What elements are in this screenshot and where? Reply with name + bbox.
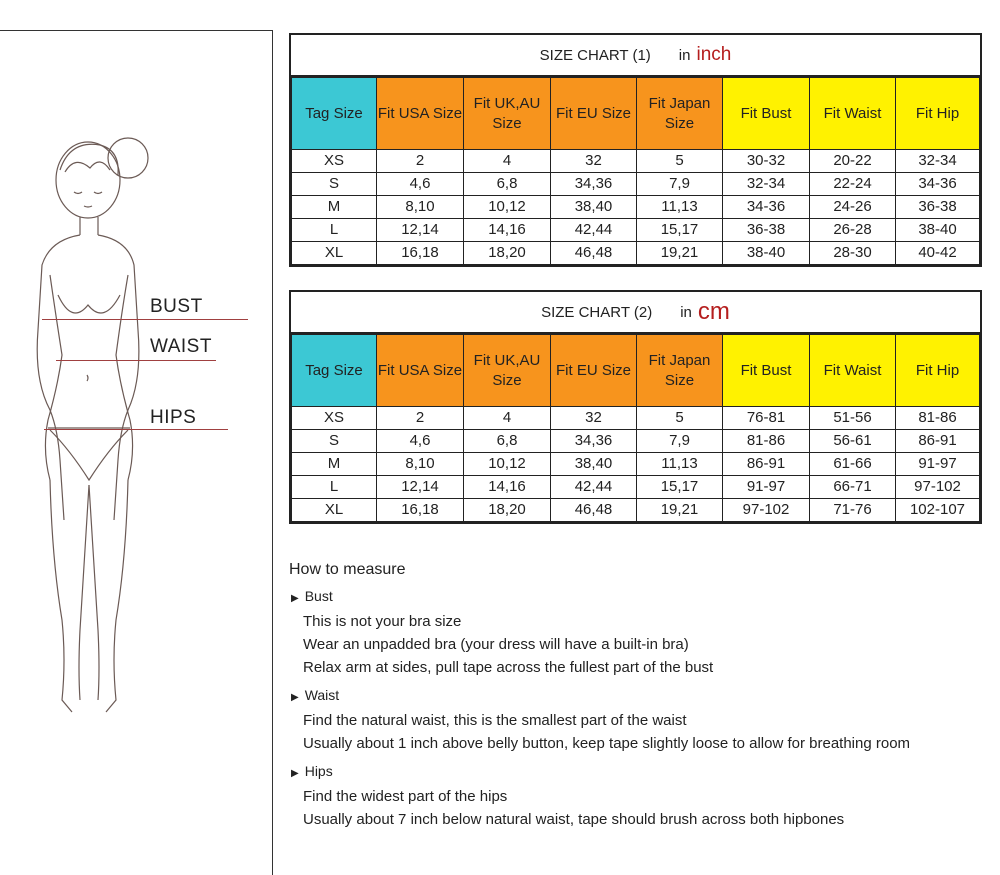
- table-row: [292, 242, 980, 265]
- table-cell: 36-38: [896, 196, 980, 219]
- header-tag-size: Tag Size: [292, 78, 377, 150]
- table-cell: 38-40: [896, 219, 980, 242]
- size-chart-cm: [289, 290, 982, 524]
- table-cell: 76-81: [723, 407, 810, 430]
- table-cell: 38,40: [551, 453, 637, 476]
- header-tag-size: Tag Size: [292, 335, 377, 407]
- measure-instruction: Usually about 1 inch above belly button, keep tape slightly loose to allow for breathing room: [303, 735, 911, 752]
- table-cell: M: [292, 196, 377, 219]
- table-cell: 32-34: [723, 173, 810, 196]
- table-cell: 2: [377, 407, 464, 430]
- table-cell: XS: [292, 407, 377, 430]
- table-cell: 18,20: [464, 499, 551, 522]
- table-cell: 32-34: [896, 150, 980, 173]
- table-row: [292, 453, 980, 476]
- table-cell: 16,18: [377, 242, 464, 265]
- measure-instruction: Relax arm at sides, pull tape across the fullest part of the bust: [303, 659, 714, 676]
- table-cell: 66-71: [810, 476, 896, 499]
- chart-unit: cm: [697, 298, 730, 325]
- waist-line: [56, 360, 216, 361]
- chart-title: [291, 35, 980, 77]
- triangle-bullet-icon: ▶: [291, 593, 299, 604]
- table-cell: 11,13: [637, 196, 723, 219]
- header-japan-size: Fit Japan Size: [637, 335, 723, 407]
- measure-section: [291, 684, 999, 709]
- table-row: [292, 407, 980, 430]
- measure-instruction: This is not your bra size: [303, 613, 462, 630]
- table-cell: 5: [637, 150, 723, 173]
- measure-instruction: Find the natural waist, this is the smallest part of the waist: [303, 712, 687, 729]
- table-cell: 26-28: [810, 219, 896, 242]
- table-cell: 10,12: [464, 196, 551, 219]
- table-cell: 86-91: [723, 453, 810, 476]
- table-cell: XL: [292, 499, 377, 522]
- table-row: [292, 196, 980, 219]
- measure-section-title: Waist: [304, 687, 340, 703]
- table-row: [292, 219, 980, 242]
- how-to-measure: [289, 561, 999, 836]
- waist-label: WAIST: [150, 336, 212, 357]
- header-usa-size: Fit USA Size: [377, 78, 464, 150]
- table-cell: 19,21: [637, 499, 723, 522]
- table-cell: 71-76: [810, 499, 896, 522]
- table-cell: 11,13: [637, 453, 723, 476]
- table-cell: 22-24: [810, 173, 896, 196]
- table-cell: 15,17: [637, 476, 723, 499]
- header-usa-size: Fit USA Size: [377, 335, 464, 407]
- table-cell: 10,12: [464, 453, 551, 476]
- table-cell: 14,16: [464, 476, 551, 499]
- table-cell: 8,10: [377, 453, 464, 476]
- table-cell: 7,9: [637, 430, 723, 453]
- measure-section: [291, 585, 999, 610]
- table-cell: 42,44: [551, 476, 637, 499]
- table-cell: 40-42: [896, 242, 980, 265]
- header-row: [292, 78, 980, 150]
- table-cell: 56-61: [810, 430, 896, 453]
- table-cell: 102-107: [896, 499, 980, 522]
- table-cell: 30-32: [723, 150, 810, 173]
- table-cell: 5: [637, 407, 723, 430]
- table-cell: 97-102: [723, 499, 810, 522]
- triangle-bullet-icon: ▶: [291, 768, 299, 779]
- table-cell: 20-22: [810, 150, 896, 173]
- table-row: [292, 430, 980, 453]
- table-cell: 91-97: [896, 453, 980, 476]
- header-bust: Fit Bust: [723, 78, 810, 150]
- table-cell: 8,10: [377, 196, 464, 219]
- table-cell: 81-86: [723, 430, 810, 453]
- header-waist: Fit Waist: [810, 335, 896, 407]
- table-cell: 28-30: [810, 242, 896, 265]
- table-cell: L: [292, 219, 377, 242]
- table-cell: S: [292, 430, 377, 453]
- table-cell: M: [292, 453, 377, 476]
- table-cell: 36-38: [723, 219, 810, 242]
- bust-label: BUST: [150, 296, 203, 317]
- table-cell: 12,14: [377, 476, 464, 499]
- table-cell: 12,14: [377, 219, 464, 242]
- table-cell: 86-91: [896, 430, 980, 453]
- table-cell: 6,8: [464, 173, 551, 196]
- header-row: [292, 335, 980, 407]
- table-cell: 18,20: [464, 242, 551, 265]
- triangle-bullet-icon: ▶: [291, 692, 299, 703]
- header-japan-size: Fit Japan Size: [637, 78, 723, 150]
- table-row: [292, 499, 980, 522]
- hips-line: [44, 429, 228, 430]
- table-cell: 34,36: [551, 173, 637, 196]
- table-cell: 15,17: [637, 219, 723, 242]
- measure-section: [291, 760, 999, 785]
- table-cell: 46,48: [551, 499, 637, 522]
- table-row: [292, 476, 980, 499]
- chart-in-label: in: [678, 46, 691, 64]
- table-cell: 32: [551, 150, 637, 173]
- bust-line: [42, 319, 248, 320]
- measure-instruction: Wear an unpadded bra (your dress will have a built-in bra): [303, 636, 689, 653]
- table-cell: 24-26: [810, 196, 896, 219]
- table-row: [292, 150, 980, 173]
- table-cell: 19,21: [637, 242, 723, 265]
- table-cell: 42,44: [551, 219, 637, 242]
- chart-unit: inch: [696, 44, 732, 65]
- table-cell: 91-97: [723, 476, 810, 499]
- measure-instruction: Usually about 7 inch below natural waist, tape should brush across both hipbones: [303, 811, 845, 828]
- table-row: [292, 173, 980, 196]
- table-cell: 4,6: [377, 430, 464, 453]
- table-cell: 38-40: [723, 242, 810, 265]
- header-eu-size: Fit EU Size: [551, 335, 637, 407]
- woman-figure-illustration: [10, 100, 160, 720]
- table-cell: 4: [464, 407, 551, 430]
- header-uk-au-size: Fit UK,AU Size: [464, 78, 551, 150]
- table-cell: 2: [377, 150, 464, 173]
- chart-title: [291, 292, 980, 334]
- table-cell: 34-36: [896, 173, 980, 196]
- table-cell: 51-56: [810, 407, 896, 430]
- table-cell: 34,36: [551, 430, 637, 453]
- measure-section-title: Hips: [304, 763, 333, 779]
- table-cell: 81-86: [896, 407, 980, 430]
- how-to-measure-title: How to measure: [289, 561, 406, 578]
- chart-title-text: SIZE CHART (1): [539, 46, 651, 64]
- header-hip: Fit Hip: [896, 78, 980, 150]
- header-uk-au-size: Fit UK,AU Size: [464, 335, 551, 407]
- table-cell: 16,18: [377, 499, 464, 522]
- table-cell: S: [292, 173, 377, 196]
- table-cell: 7,9: [637, 173, 723, 196]
- header-hip: Fit Hip: [896, 335, 980, 407]
- chart-title-text: SIZE CHART (2): [541, 303, 653, 321]
- header-eu-size: Fit EU Size: [551, 78, 637, 150]
- table-cell: 4,6: [377, 173, 464, 196]
- size-chart-inch: [289, 33, 982, 267]
- header-waist: Fit Waist: [810, 78, 896, 150]
- table-cell: 4: [464, 150, 551, 173]
- table-cell: 32: [551, 407, 637, 430]
- table-cell: 34-36: [723, 196, 810, 219]
- table-cell: L: [292, 476, 377, 499]
- table-cell: 97-102: [896, 476, 980, 499]
- table-cell: 14,16: [464, 219, 551, 242]
- measure-section-title: Bust: [304, 588, 333, 604]
- table-cell: 6,8: [464, 430, 551, 453]
- table-cell: 38,40: [551, 196, 637, 219]
- header-bust: Fit Bust: [723, 335, 810, 407]
- measure-sections: [289, 585, 999, 836]
- table-cell: XS: [292, 150, 377, 173]
- hips-label: HIPS: [150, 407, 197, 428]
- table-cell: 61-66: [810, 453, 896, 476]
- chart-in-label: in: [680, 303, 692, 321]
- table-cell: 46,48: [551, 242, 637, 265]
- measure-instruction: Find the widest part of the hips: [303, 788, 508, 805]
- size-table: [291, 77, 980, 265]
- table-cell: XL: [292, 242, 377, 265]
- size-table: [291, 334, 980, 522]
